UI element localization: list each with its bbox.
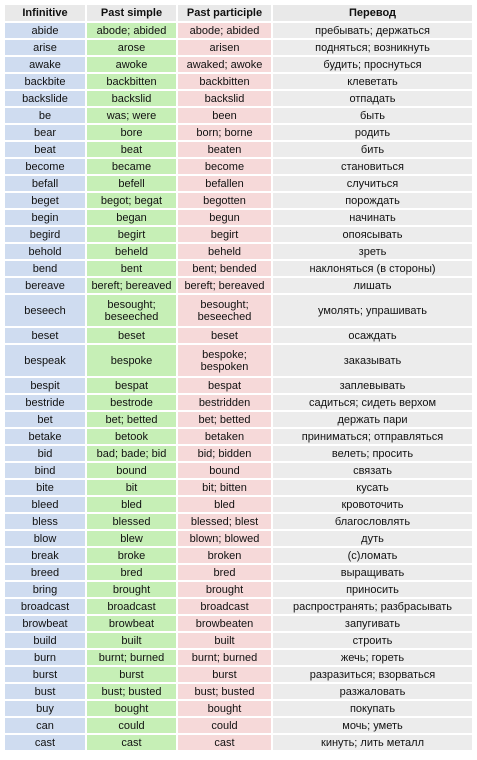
- translation-cell: клеветать: [273, 74, 472, 89]
- past-participle-cell: bespoke; bespoken: [178, 345, 271, 376]
- translation-cell: распространять; разбрасывать: [273, 599, 472, 614]
- past-participle-cell: befallen: [178, 176, 271, 191]
- table-row: [5, 125, 472, 140]
- infinitive-cell: burst: [5, 667, 85, 682]
- table-row: [5, 328, 472, 343]
- translation-cell: запугивать: [273, 616, 472, 631]
- translation-cell: заказывать: [273, 345, 472, 376]
- past-participle-cell: bet; betted: [178, 412, 271, 427]
- infinitive-cell: be: [5, 108, 85, 123]
- past-participle-cell: beheld: [178, 244, 271, 259]
- infinitive-cell: bite: [5, 480, 85, 495]
- past-simple-cell: bust; busted: [87, 684, 176, 699]
- past-simple-cell: browbeat: [87, 616, 176, 631]
- translation-cell: опоясывать: [273, 227, 472, 242]
- past-simple-cell: broke: [87, 548, 176, 563]
- past-participle-cell: born; borne: [178, 125, 271, 140]
- past-simple-cell: bestrode: [87, 395, 176, 410]
- table-row: [5, 718, 472, 733]
- table-row: [5, 227, 472, 242]
- past-participle-cell: bled: [178, 497, 271, 512]
- past-participle-cell: begirt: [178, 227, 271, 242]
- past-simple-cell: bled: [87, 497, 176, 512]
- past-participle-cell: betaken: [178, 429, 271, 444]
- header-infinitive: Infinitive: [5, 5, 85, 21]
- infinitive-cell: behold: [5, 244, 85, 259]
- past-simple-cell: beheld: [87, 244, 176, 259]
- past-simple-cell: blew: [87, 531, 176, 546]
- past-participle-cell: awaked; awoke: [178, 57, 271, 72]
- table-row: [5, 480, 472, 495]
- past-simple-cell: begirt: [87, 227, 176, 242]
- table-row: [5, 684, 472, 699]
- infinitive-cell: befall: [5, 176, 85, 191]
- infinitive-cell: bestride: [5, 395, 85, 410]
- past-participle-cell: bereft; bereaved: [178, 278, 271, 293]
- past-simple-cell: beat: [87, 142, 176, 157]
- past-simple-cell: broadcast: [87, 599, 176, 614]
- infinitive-cell: beget: [5, 193, 85, 208]
- past-simple-cell: backbitten: [87, 74, 176, 89]
- infinitive-cell: blow: [5, 531, 85, 546]
- table-row: [5, 378, 472, 393]
- table-row: [5, 463, 472, 478]
- past-simple-cell: bad; bade; bid: [87, 446, 176, 461]
- infinitive-cell: bleed: [5, 497, 85, 512]
- past-participle-cell: begotten: [178, 193, 271, 208]
- translation-cell: разразиться; взорваться: [273, 667, 472, 682]
- past-participle-cell: abode; abided: [178, 23, 271, 38]
- table-row: [5, 74, 472, 89]
- past-participle-cell: been: [178, 108, 271, 123]
- past-participle-cell: bust; busted: [178, 684, 271, 699]
- translation-cell: кинуть; лить металл: [273, 735, 472, 750]
- table-row: [5, 548, 472, 563]
- past-participle-cell: besought; beseeched: [178, 295, 271, 326]
- infinitive-cell: arise: [5, 40, 85, 55]
- translation-cell: держать пари: [273, 412, 472, 427]
- past-participle-cell: beaten: [178, 142, 271, 157]
- table-row: [5, 429, 472, 444]
- past-participle-cell: arisen: [178, 40, 271, 55]
- past-simple-cell: cast: [87, 735, 176, 750]
- past-participle-cell: blessed; blest: [178, 514, 271, 529]
- past-simple-cell: became: [87, 159, 176, 174]
- infinitive-cell: backslide: [5, 91, 85, 106]
- infinitive-cell: bereave: [5, 278, 85, 293]
- translation-cell: наклоняться (в стороны): [273, 261, 472, 276]
- translation-cell: связать: [273, 463, 472, 478]
- past-participle-cell: bent; bended: [178, 261, 271, 276]
- infinitive-cell: build: [5, 633, 85, 648]
- header-past-simple: Past simple: [87, 5, 176, 21]
- table-row: [5, 701, 472, 716]
- table-row: [5, 278, 472, 293]
- header-translation: Перевод: [273, 5, 472, 21]
- infinitive-cell: bless: [5, 514, 85, 529]
- past-simple-cell: built: [87, 633, 176, 648]
- table-row: [5, 142, 472, 157]
- translation-cell: осаждать: [273, 328, 472, 343]
- infinitive-cell: bespit: [5, 378, 85, 393]
- past-participle-cell: blown; blowed: [178, 531, 271, 546]
- infinitive-cell: awake: [5, 57, 85, 72]
- past-simple-cell: bespoke: [87, 345, 176, 376]
- translation-cell: отпадать: [273, 91, 472, 106]
- translation-cell: (с)ломать: [273, 548, 472, 563]
- header-past-participle: Past participle: [178, 5, 271, 21]
- translation-cell: быть: [273, 108, 472, 123]
- past-simple-cell: betook: [87, 429, 176, 444]
- translation-cell: выращивать: [273, 565, 472, 580]
- table-row: [5, 582, 472, 597]
- past-simple-cell: could: [87, 718, 176, 733]
- translation-cell: строить: [273, 633, 472, 648]
- infinitive-cell: bear: [5, 125, 85, 140]
- past-participle-cell: backbitten: [178, 74, 271, 89]
- past-participle-cell: broken: [178, 548, 271, 563]
- table-row: [5, 91, 472, 106]
- table-row: [5, 193, 472, 208]
- past-participle-cell: broadcast: [178, 599, 271, 614]
- table-row: [5, 40, 472, 55]
- past-participle-cell: cast: [178, 735, 271, 750]
- translation-cell: благословлять: [273, 514, 472, 529]
- translation-cell: становиться: [273, 159, 472, 174]
- translation-cell: дуть: [273, 531, 472, 546]
- table-row: [5, 650, 472, 665]
- infinitive-cell: buy: [5, 701, 85, 716]
- translation-cell: разжаловать: [273, 684, 472, 699]
- past-participle-cell: bit; bitten: [178, 480, 271, 495]
- past-participle-cell: brought: [178, 582, 271, 597]
- table-row: [5, 210, 472, 225]
- table-row: [5, 345, 472, 376]
- table-header-row: [5, 5, 472, 21]
- infinitive-cell: begin: [5, 210, 85, 225]
- table-row: [5, 176, 472, 191]
- infinitive-cell: broadcast: [5, 599, 85, 614]
- table-row: [5, 565, 472, 580]
- past-simple-cell: bought: [87, 701, 176, 716]
- table-row: [5, 616, 472, 631]
- infinitive-cell: bring: [5, 582, 85, 597]
- infinitive-cell: begird: [5, 227, 85, 242]
- infinitive-cell: bet: [5, 412, 85, 427]
- table-row: [5, 108, 472, 123]
- infinitive-cell: beset: [5, 328, 85, 343]
- translation-cell: подняться; возникнуть: [273, 40, 472, 55]
- past-participle-cell: begun: [178, 210, 271, 225]
- translation-cell: пребывать; держаться: [273, 23, 472, 38]
- past-simple-cell: beset: [87, 328, 176, 343]
- past-simple-cell: bore: [87, 125, 176, 140]
- infinitive-cell: browbeat: [5, 616, 85, 631]
- translation-cell: бить: [273, 142, 472, 157]
- translation-cell: покупать: [273, 701, 472, 716]
- past-participle-cell: become: [178, 159, 271, 174]
- translation-cell: приносить: [273, 582, 472, 597]
- past-simple-cell: bet; betted: [87, 412, 176, 427]
- past-participle-cell: burst: [178, 667, 271, 682]
- table-row: [5, 514, 472, 529]
- past-simple-cell: backslid: [87, 91, 176, 106]
- past-participle-cell: could: [178, 718, 271, 733]
- translation-cell: умолять; упрашивать: [273, 295, 472, 326]
- translation-cell: лишать: [273, 278, 472, 293]
- translation-cell: приниматься; отправляться: [273, 429, 472, 444]
- infinitive-cell: breed: [5, 565, 85, 580]
- table-row: [5, 244, 472, 259]
- table-body: [5, 23, 472, 750]
- past-participle-cell: bespat: [178, 378, 271, 393]
- table-row: [5, 395, 472, 410]
- infinitive-cell: bind: [5, 463, 85, 478]
- past-simple-cell: befell: [87, 176, 176, 191]
- past-simple-cell: awoke: [87, 57, 176, 72]
- past-simple-cell: began: [87, 210, 176, 225]
- irregular-verbs-table: [3, 3, 474, 752]
- table-row: [5, 633, 472, 648]
- translation-cell: зреть: [273, 244, 472, 259]
- infinitive-cell: bend: [5, 261, 85, 276]
- translation-cell: мочь; уметь: [273, 718, 472, 733]
- past-simple-cell: arose: [87, 40, 176, 55]
- infinitive-cell: break: [5, 548, 85, 563]
- infinitive-cell: cast: [5, 735, 85, 750]
- translation-cell: велеть; просить: [273, 446, 472, 461]
- infinitive-cell: beseech: [5, 295, 85, 326]
- table-row: [5, 599, 472, 614]
- past-participle-cell: bid; bidden: [178, 446, 271, 461]
- past-simple-cell: bespat: [87, 378, 176, 393]
- past-participle-cell: bought: [178, 701, 271, 716]
- past-participle-cell: beset: [178, 328, 271, 343]
- translation-cell: родить: [273, 125, 472, 140]
- infinitive-cell: can: [5, 718, 85, 733]
- table-row: [5, 667, 472, 682]
- past-participle-cell: backslid: [178, 91, 271, 106]
- past-simple-cell: abode; abided: [87, 23, 176, 38]
- infinitive-cell: beat: [5, 142, 85, 157]
- past-simple-cell: bereft; bereaved: [87, 278, 176, 293]
- table-row: [5, 446, 472, 461]
- infinitive-cell: bid: [5, 446, 85, 461]
- translation-cell: порождать: [273, 193, 472, 208]
- past-simple-cell: bit: [87, 480, 176, 495]
- past-simple-cell: brought: [87, 582, 176, 597]
- past-simple-cell: burst: [87, 667, 176, 682]
- table-row: [5, 412, 472, 427]
- translation-cell: заплевывать: [273, 378, 472, 393]
- table-row: [5, 159, 472, 174]
- past-simple-cell: bred: [87, 565, 176, 580]
- past-participle-cell: bestridden: [178, 395, 271, 410]
- past-simple-cell: burnt; burned: [87, 650, 176, 665]
- infinitive-cell: backbite: [5, 74, 85, 89]
- table-row: [5, 531, 472, 546]
- table-row: [5, 23, 472, 38]
- table-row: [5, 497, 472, 512]
- translation-cell: начинать: [273, 210, 472, 225]
- table-row: [5, 735, 472, 750]
- past-participle-cell: built: [178, 633, 271, 648]
- table-row: [5, 57, 472, 72]
- infinitive-cell: betake: [5, 429, 85, 444]
- past-participle-cell: burnt; burned: [178, 650, 271, 665]
- past-participle-cell: bound: [178, 463, 271, 478]
- translation-cell: будить; проснуться: [273, 57, 472, 72]
- infinitive-cell: burn: [5, 650, 85, 665]
- table-row: [5, 261, 472, 276]
- infinitive-cell: bespeak: [5, 345, 85, 376]
- past-simple-cell: blessed: [87, 514, 176, 529]
- past-simple-cell: bent: [87, 261, 176, 276]
- translation-cell: случиться: [273, 176, 472, 191]
- past-simple-cell: was; were: [87, 108, 176, 123]
- infinitive-cell: bust: [5, 684, 85, 699]
- translation-cell: кусать: [273, 480, 472, 495]
- infinitive-cell: become: [5, 159, 85, 174]
- past-participle-cell: browbeaten: [178, 616, 271, 631]
- infinitive-cell: abide: [5, 23, 85, 38]
- table-row: [5, 295, 472, 326]
- past-simple-cell: besought; beseeched: [87, 295, 176, 326]
- translation-cell: садиться; сидеть верхом: [273, 395, 472, 410]
- past-participle-cell: bred: [178, 565, 271, 580]
- translation-cell: кровоточить: [273, 497, 472, 512]
- past-simple-cell: bound: [87, 463, 176, 478]
- past-simple-cell: begot; begat: [87, 193, 176, 208]
- translation-cell: жечь; гореть: [273, 650, 472, 665]
